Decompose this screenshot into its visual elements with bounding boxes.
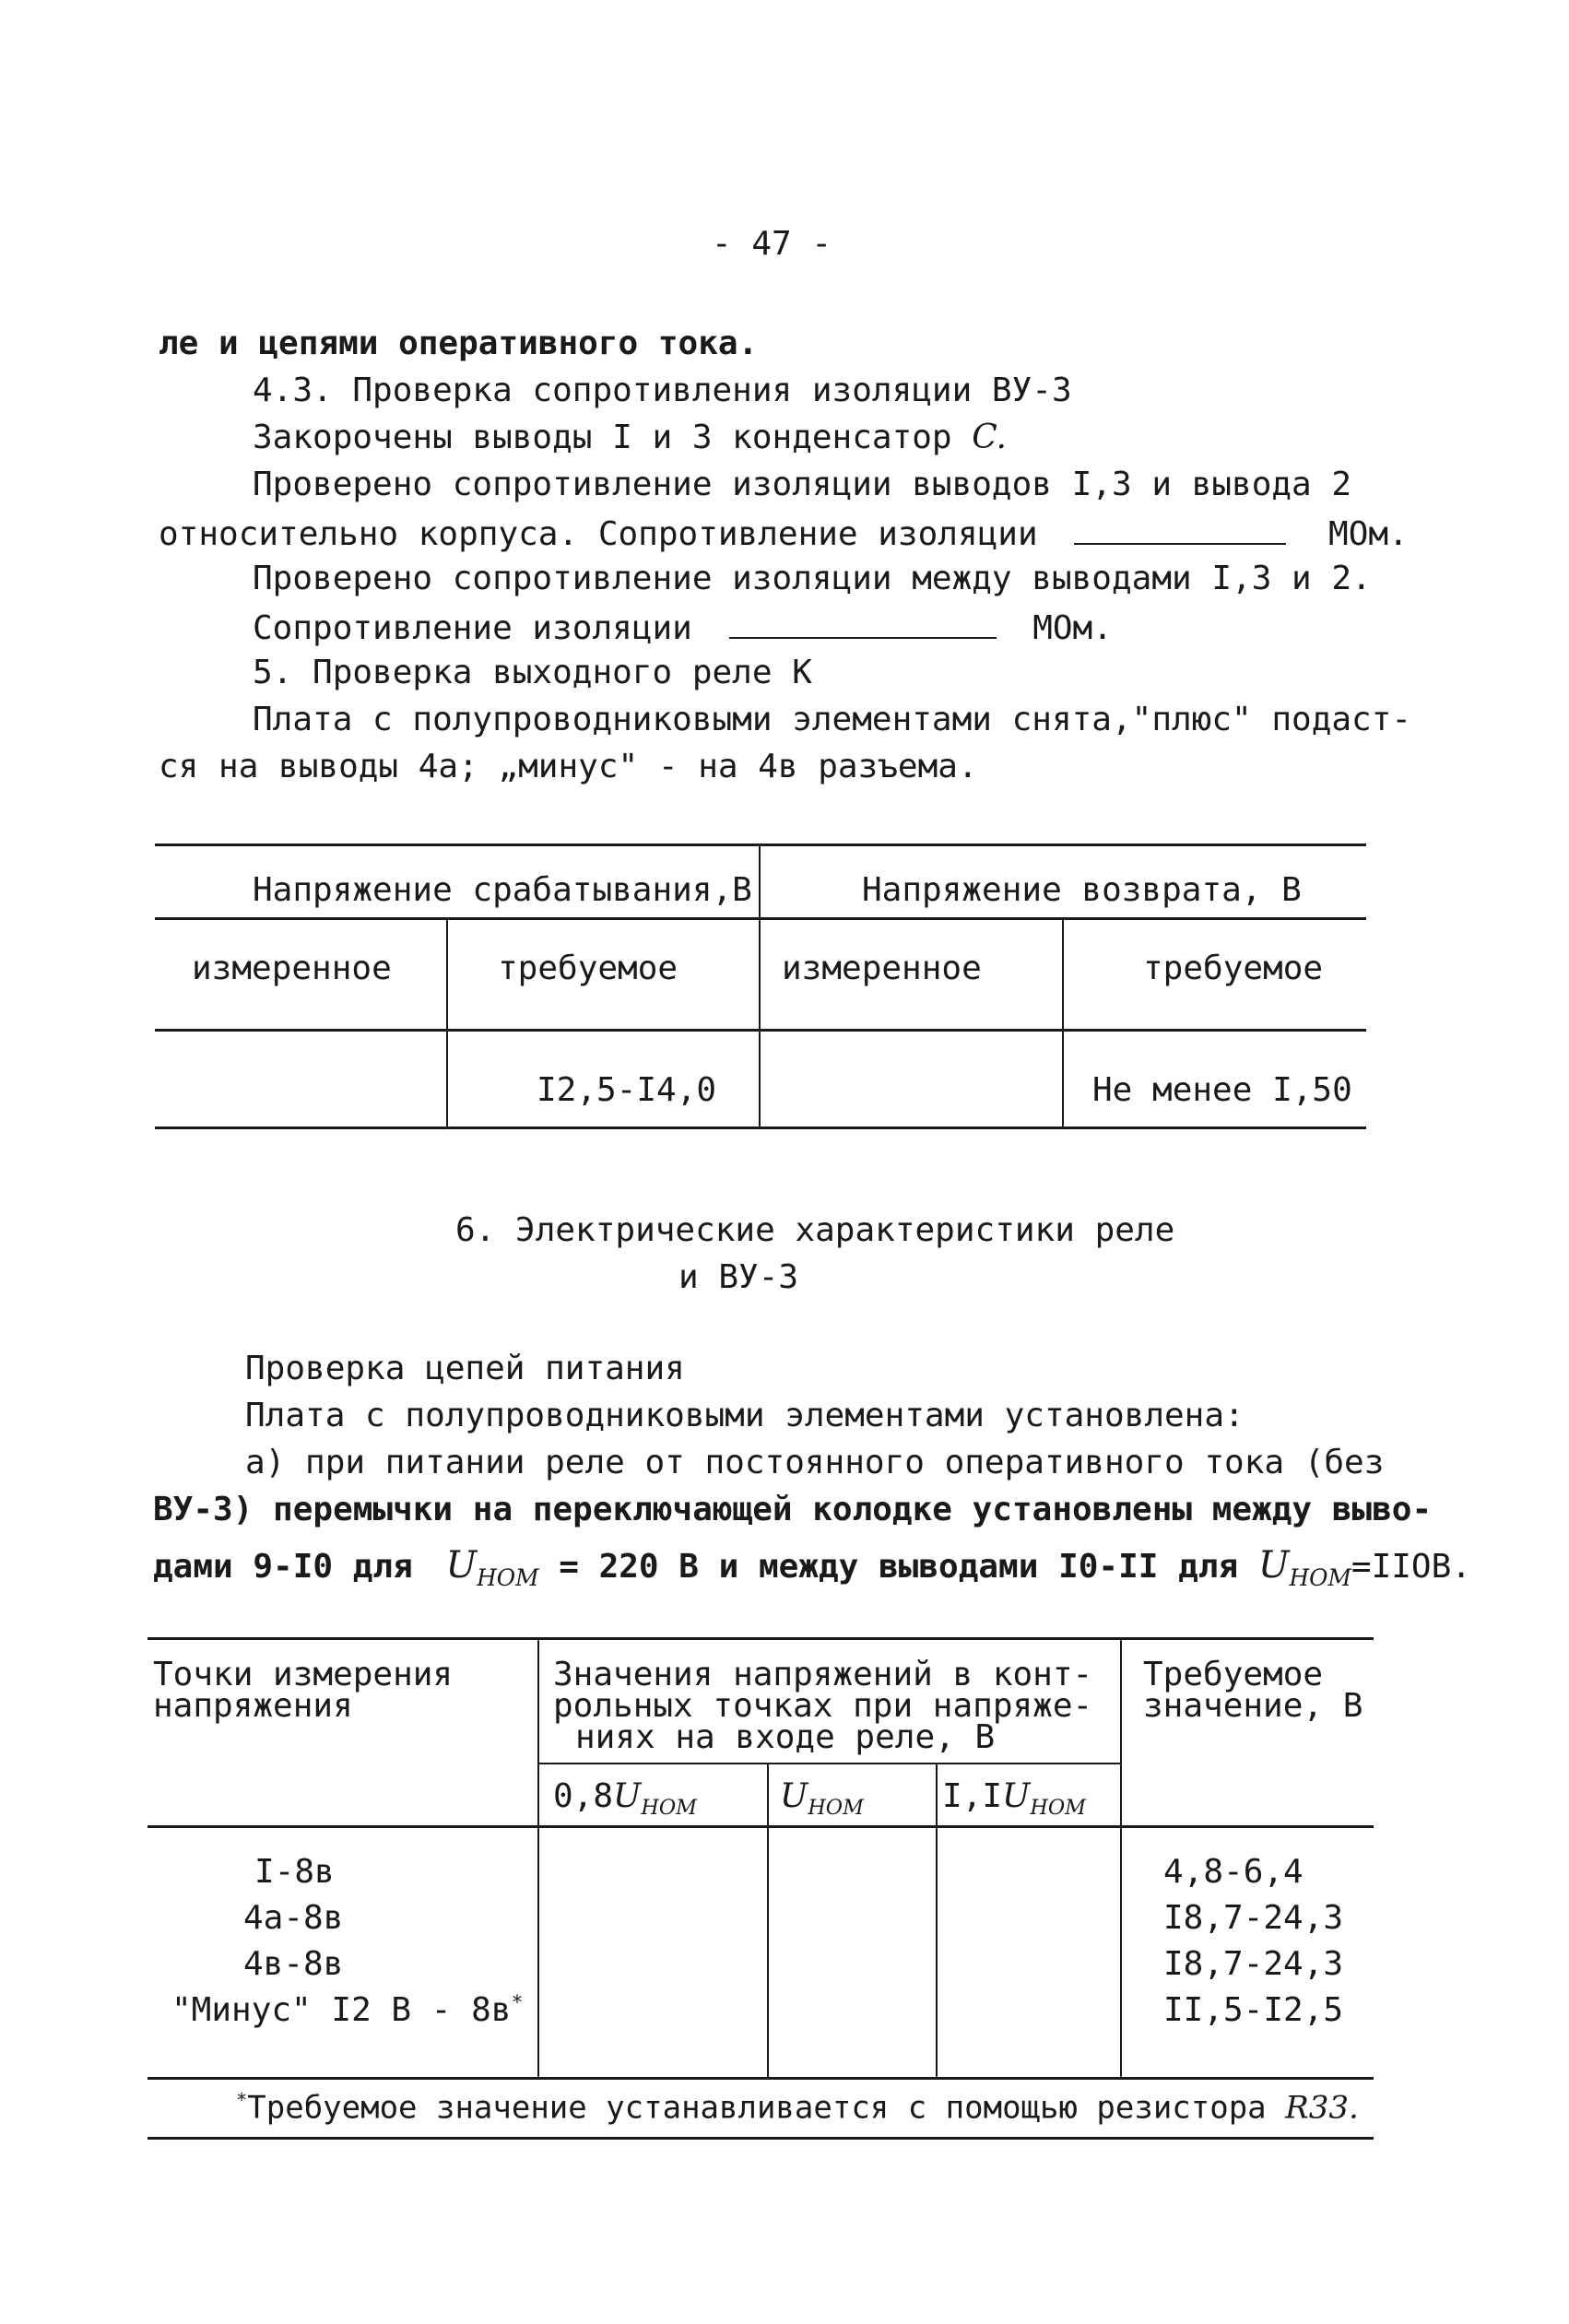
t2-row-3-point (171, 1991, 523, 2029)
t2-footnote-rule (147, 2137, 1374, 2140)
t2-row-1-required: I8,7-24,3 (1163, 1899, 1344, 1937)
sub-prefix: 0,8 (553, 1777, 614, 1815)
page-number: - 47 - (712, 225, 832, 263)
footnote (236, 2089, 1359, 2127)
section-6-title-line2: и ВУ-3 (678, 1258, 799, 1296)
t2-row-2-required: I8,7-24,3 (1163, 1945, 1344, 1983)
t2-bottom-rule (147, 2077, 1374, 2080)
t1-header-required-2: требуемое (1143, 950, 1324, 987)
footnote-resistor: R33. (1285, 2089, 1359, 2127)
t2-vline-1 (537, 1637, 539, 2077)
t2-sub-0-8-unom (553, 1777, 697, 1821)
power-text-2: а) при питании реле от постоянного оперативного тока (без (245, 1444, 1385, 1481)
check1b-text: относительно корпуса. Сопротивление изоляции (159, 515, 1038, 553)
t2-header-required-2: значение, В (1143, 1687, 1363, 1725)
resistance-blank-1 (1074, 515, 1286, 545)
t2-header-values-2: рольных точках при напряже- (553, 1687, 1093, 1725)
power-text-3: ВУ-3) перемычки на переключающей колодке установлены между выво- (153, 1491, 1433, 1528)
t1-vline-right (1062, 917, 1064, 1127)
nom-subscript: НОМ (1289, 1564, 1351, 1591)
section-6-title-line1: 6. Электрические характеристики реле (455, 1211, 1175, 1249)
nom-subscript: НОМ (641, 1796, 697, 1821)
t2-header-rule (147, 1825, 1374, 1828)
u-symbol: U (445, 1544, 478, 1587)
power-text-4c: =IIОВ. (1351, 1548, 1471, 1586)
sub-prefix: I,I (942, 1777, 1003, 1815)
t2-row-3-required: II,5-I2,5 (1163, 1991, 1344, 2029)
section-4-3-shorted (253, 421, 1007, 454)
u-nom-symbol-1 (445, 1544, 539, 1591)
t1-vline-left (446, 917, 448, 1127)
nom-subscript: НОМ (1030, 1796, 1086, 1821)
capacitor-symbol: C. (972, 419, 1007, 456)
u-symbol: U (780, 1777, 808, 1815)
t1-bottom-rule (155, 1127, 1366, 1129)
t2-header-values-1: Значения напряжений в конт- (553, 1656, 1093, 1693)
power-text-4b: = 220 В и между выводами I0-II для (559, 1548, 1239, 1586)
t1-rule-2 (155, 917, 1366, 920)
t2-subheader-rule (539, 1763, 1120, 1764)
t1-return-required-value: Не менее I,50 (1092, 1071, 1352, 1109)
section-5-text1: Плата с полупроводниковыми элементами снята,"плюс" подаст- (253, 701, 1412, 738)
paragraph-continuation: ле и цепями оперативного тока. (159, 324, 759, 362)
section-5-title: 5. Проверка выходного реле К (253, 654, 812, 691)
t1-header-return: Напряжение возврата, В (862, 871, 1302, 909)
u-symbol: U (1257, 1544, 1290, 1587)
power-check-title: Проверка цепей питания (245, 1350, 685, 1387)
t2-header-values-3: ниях на входе реле, В (575, 1718, 996, 1756)
t2-top-rule (147, 1637, 1374, 1640)
t1-vline-mid (759, 843, 761, 1127)
footnote-text: Требуемое значение устанавливается с помощью резистора (247, 2089, 1267, 2127)
section-4-3-title: 4.3. Проверка сопротивления изоляции ВУ-3 (253, 372, 1072, 409)
unit-mohm-1: МОм. (1328, 515, 1409, 553)
t2-row-3-asterisk: * (511, 1991, 524, 2014)
resistance-blank-2 (729, 609, 997, 639)
resist-text: Сопротивление изоляции (253, 609, 692, 647)
nom-subscript: НОМ (477, 1564, 539, 1591)
t2-vline-3 (936, 1763, 938, 2077)
t1-rule-3 (155, 1029, 1366, 1032)
t2-vline-4 (1120, 1637, 1122, 2077)
t2-vline-2 (767, 1763, 769, 2077)
u-nom-symbol-2 (1257, 1544, 1351, 1591)
u-symbol: U (613, 1777, 642, 1815)
section-4-3-resist (253, 609, 1113, 645)
t1-trip-required-value: I2,5-I4,0 (537, 1071, 717, 1109)
t2-row-3-point-text: "Минус" I2 В - 8в (171, 1991, 512, 2029)
section-5-text2: ся на выводы 4а; „минус" - на 4в разъема. (159, 748, 978, 785)
t1-header-measured-1: измеренное (192, 950, 392, 987)
t1-header-measured-2: измеренное (782, 950, 982, 987)
t2-sub-unom (780, 1777, 864, 1821)
t2-row-2-point: 4в-8в (243, 1945, 344, 1983)
t2-row-0-point: I-8в (254, 1853, 335, 1891)
t1-top-rule (155, 843, 1366, 846)
section-4-3-check2: Проверено сопротивление изоляции между выводами I,3 и 2. (253, 560, 1372, 597)
t2-header-points-1: Точки измерения (153, 1656, 454, 1693)
nom-subscript: НОМ (808, 1796, 864, 1821)
unit-mohm-2: МОм. (1032, 609, 1113, 647)
u-symbol: U (1002, 1777, 1031, 1815)
t2-header-points-2: напряжения (153, 1687, 353, 1725)
power-text-4a: дами 9-I0 для (153, 1548, 413, 1586)
section-4-3-check1: Проверено сопротивление изоляции выводов I,3 и вывода 2 (253, 466, 1352, 503)
t2-header-required-1: Требуемое (1143, 1656, 1324, 1693)
t2-sub-1-1-unom (942, 1777, 1086, 1821)
footnote-star: * (236, 2089, 248, 2111)
section-4-3-check1b (159, 515, 1409, 551)
shorted-text: Закорочены выводы I и 3 конденсатор (253, 419, 952, 456)
t2-row-1-point: 4а-8в (243, 1899, 344, 1937)
t1-header-trip: Напряжение срабатывания,В (253, 871, 752, 909)
power-text-1: Плата с полупроводниковыми элементами установлена: (245, 1397, 1245, 1434)
t1-header-required-1: требуемое (498, 950, 678, 987)
power-text-4 (153, 1544, 1471, 1591)
t2-row-0-required: 4,8-6,4 (1163, 1853, 1304, 1891)
